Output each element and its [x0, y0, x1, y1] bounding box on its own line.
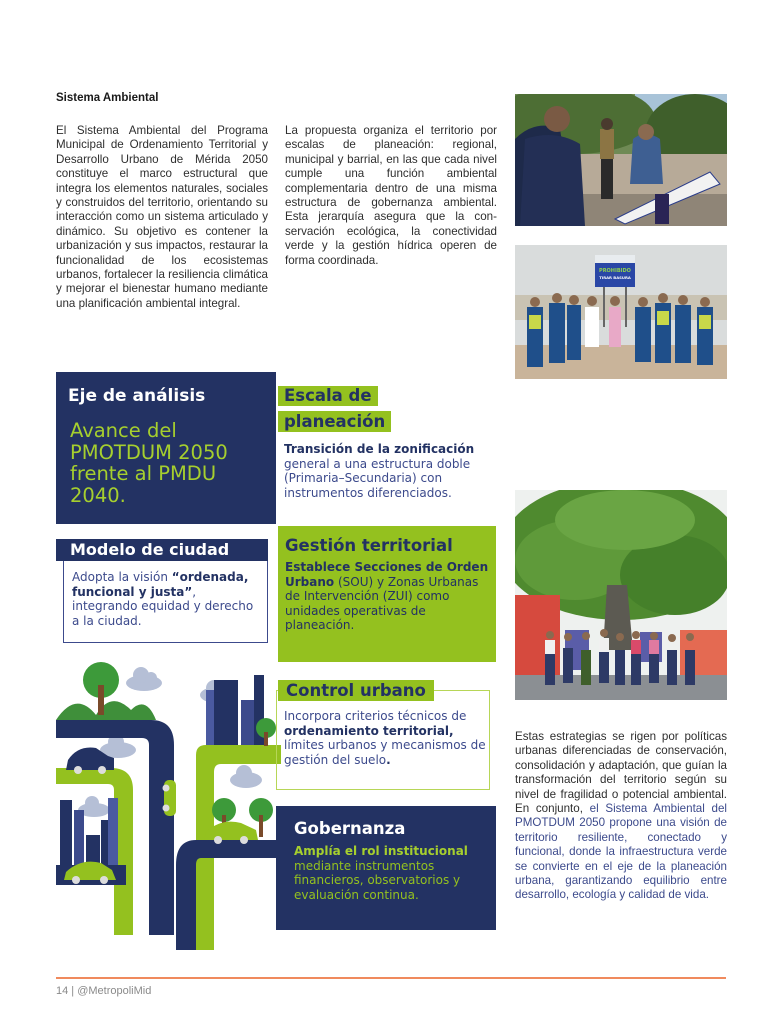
photo-ceiba-tree — [515, 490, 727, 700]
control-body — [284, 709, 489, 767]
escala-heading-line-2: planeación — [278, 411, 391, 432]
modelo-body-pre: Adopta la visión — [72, 570, 172, 584]
footer-page-handle: 14 | @MetropoliMid — [56, 985, 152, 997]
control-body-bold: ordenamiento territorial, — [284, 723, 454, 738]
city-roads-illustration — [56, 660, 281, 950]
control-heading: Control urbano — [278, 680, 434, 701]
closing-text: Estas estrategias se rigen por políticas urbanas diferenciadas de conservación, consolidación y adaptación, que guían la transformación del territorio según su nivel de fragilidad o potencial ambiental. En conjunto, — [515, 730, 727, 816]
gestion-body — [285, 560, 490, 633]
eje-analisis-body: Avance del PMOTDUM 2050 frente al PMDU 2040. — [70, 419, 228, 507]
gestion-body-rest: (SOU) y Zonas Urbanas de Intervención (ZUI) como unidades operativas de planeación. — [285, 574, 479, 633]
modelo-heading: Modelo de ciudad — [56, 539, 268, 561]
eje-analisis-box — [56, 372, 276, 524]
gestion-body-bold: Establece Secciones de Orden Urbano — [285, 560, 489, 589]
closing-highlight: el Sistema Ambiental del PMOTDUM 2050 propone una visión de territorio resiliente, conectado y funcional, donde la infraestructura verde se convierte en el eje de la planeación urbana, garantizando equilibrio entre desarrollo, ecología y calidad de vida. — [515, 802, 727, 902]
intro-column-2: La propuesta organiza el territorio por escalas de planeación: regional, municipal y barrial, en las que cada nivel cumple una función ambiental complementaria dentro de una misma estructura de gobernanza ambiental. Esta jerarquía asegura que la conservación ecológica, la conectividad verde y la gestión hídrica operen de forma coordinada. — [285, 124, 497, 267]
gestion-territorial-box — [278, 526, 496, 662]
modelo-body-rest: , integrando equidad y derecho a la ciudad. — [72, 584, 254, 628]
sign-line-2: TIRAR BASURA — [599, 275, 631, 280]
car-icon — [163, 780, 177, 816]
gobernanza-heading: Gobernanza — [294, 819, 406, 838]
photo-plan-presentation — [515, 94, 727, 226]
modelo-body-bold: “ordenada, funcional y justa” — [72, 570, 249, 599]
gobernanza-body — [294, 844, 494, 902]
closing-column — [515, 730, 727, 903]
gobernanza-body-bold: Amplía el rol institucional — [294, 844, 468, 858]
photo-workers-sign — [515, 245, 727, 379]
control-body-end: . — [386, 752, 391, 767]
escala-body-bold: Transición de la zonificación — [284, 442, 475, 456]
control-body-pre: Incorpora criterios técnicos de — [284, 709, 467, 723]
escala-body — [284, 442, 494, 500]
control-body-mid: límites urbanos y mecanismos de gestión del suelo — [284, 738, 486, 767]
footer-divider — [56, 977, 726, 979]
section-title: Sistema Ambiental — [56, 92, 159, 104]
intro-column-1: El Sistema Ambiental del Programa Municipal de Ordenamiento Territorial y Desarrollo Urbano de Mérida 2050 constituye el marco estructural que integra los elementos naturales, sociales y construidos del territorio, orientando su interacción como un sistema articulado y dinámico. Su objetivo es contener la urbanización y sus impactos, restaurar la funcionalidad de los ecosistemas urbanos, fortalecer la resiliencia climática y mejorar el bienestar humano mediante una planificación ambiental integral. — [56, 124, 268, 310]
escala-body-rest: general a una estructura doble (Primaria–Secundaria) con instrumentos diferenciados. — [284, 456, 471, 500]
gobernanza-body-rest: mediante instrumentos financieros, observatorios y evaluación continua. — [294, 858, 461, 902]
gobernanza-box — [276, 806, 496, 930]
escala-heading-line-1: Escala de — [278, 386, 378, 406]
eje-analisis-heading: Eje de análisis — [68, 386, 206, 406]
gestion-heading: Gestión territorial — [285, 536, 453, 555]
sign-line-1: PROHIBIDO — [599, 268, 631, 274]
modelo-body — [72, 570, 264, 628]
